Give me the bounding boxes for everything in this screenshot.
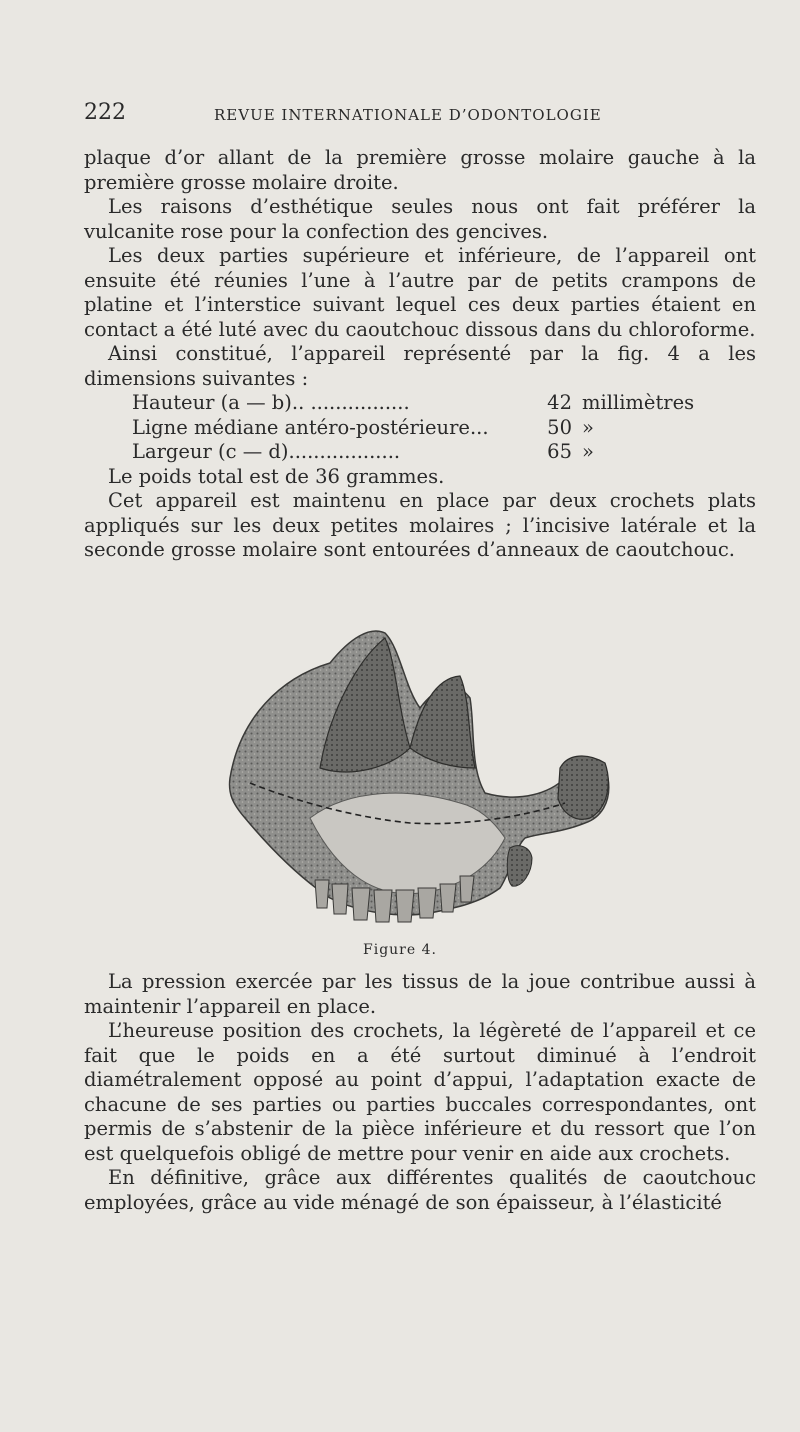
body-text-bottom <box>84 970 756 1215</box>
dimension-row <box>84 416 756 441</box>
paragraph: Le poids total est de 36 grammes. <box>108 464 445 488</box>
dimension-value: 42 <box>547 391 572 414</box>
dimension-row <box>84 440 756 465</box>
dimension-unit: » <box>582 415 594 439</box>
paragraph: L’heureuse position des crochets, la légèreté de l’appareil et ce fait que le poids en a été surtout diminué à l’endroit diamétralement opposé au point d’appui, l’adaptation exacte de chacune de ses parties ou parties buccales correspondantes, ont permis de s’abstenir de la pièce inférieure et du ressort que l’on est quelquefois obligé de mettre pour venir en aide aux crochets. <box>84 1019 756 1165</box>
dimension-unit: millimètres <box>582 391 695 414</box>
paragraph: Les raisons d’esthétique seules nous ont fait préférer la vulcanite rose pour la confection des gencives. <box>84 195 756 243</box>
paragraph: Cet appareil est maintenu en place par deux crochets plats appliqués sur les deux petites molaires ; l’incisive latérale et la seconde grosse molaire sont entourées d’anneaux de caoutchouc. <box>84 489 756 561</box>
running-head: REVUE INTERNATIONALE D’ODONTOLOGIE <box>214 106 602 124</box>
dimension-label: Hauteur (a — b).. ................ <box>132 391 410 414</box>
dimension-unit: » <box>582 440 594 463</box>
dimension-value: 65 <box>547 440 572 463</box>
dimension-label: Ligne médiane antéro-postérieure... <box>132 415 489 439</box>
page-number: 222 <box>84 100 126 125</box>
paragraph: plaque d’or allant de la première grosse molaire gauche à la première grosse molaire droite. <box>84 146 756 194</box>
dimension-row <box>84 391 756 416</box>
dimension-label: Largeur (c — d).................. <box>132 440 401 463</box>
paragraph: La pression exercée par les tissus de la joue contribue aussi à maintenir l’appareil en place. <box>84 970 756 1018</box>
figure-caption: Figure 4. <box>363 942 437 958</box>
denture-illustration <box>220 618 620 938</box>
paragraph: En définitive, grâce aux différentes qualités de caoutchouc employées, grâce au vide ménagé de son épaisseur, à l’élasticité <box>84 1166 756 1214</box>
denture-drawing <box>220 618 620 938</box>
dimension-value: 50 <box>547 415 572 439</box>
page-header <box>84 100 764 130</box>
dimensions-table <box>84 391 756 465</box>
body-text-top <box>84 146 756 563</box>
paragraph: Les deux parties supérieure et inférieure, de l’appareil ont ensuite été réunies l’une à l’autre par de petits crampons de platine et l’interstice suivant lequel ces deux parties étaient en contact a été luté avec du caoutchouc dissous dans du chloroforme. <box>84 244 756 341</box>
paragraph: Ainsi constitué, l’appareil représenté par la fig. 4 a les dimensions suivantes : <box>84 342 756 390</box>
